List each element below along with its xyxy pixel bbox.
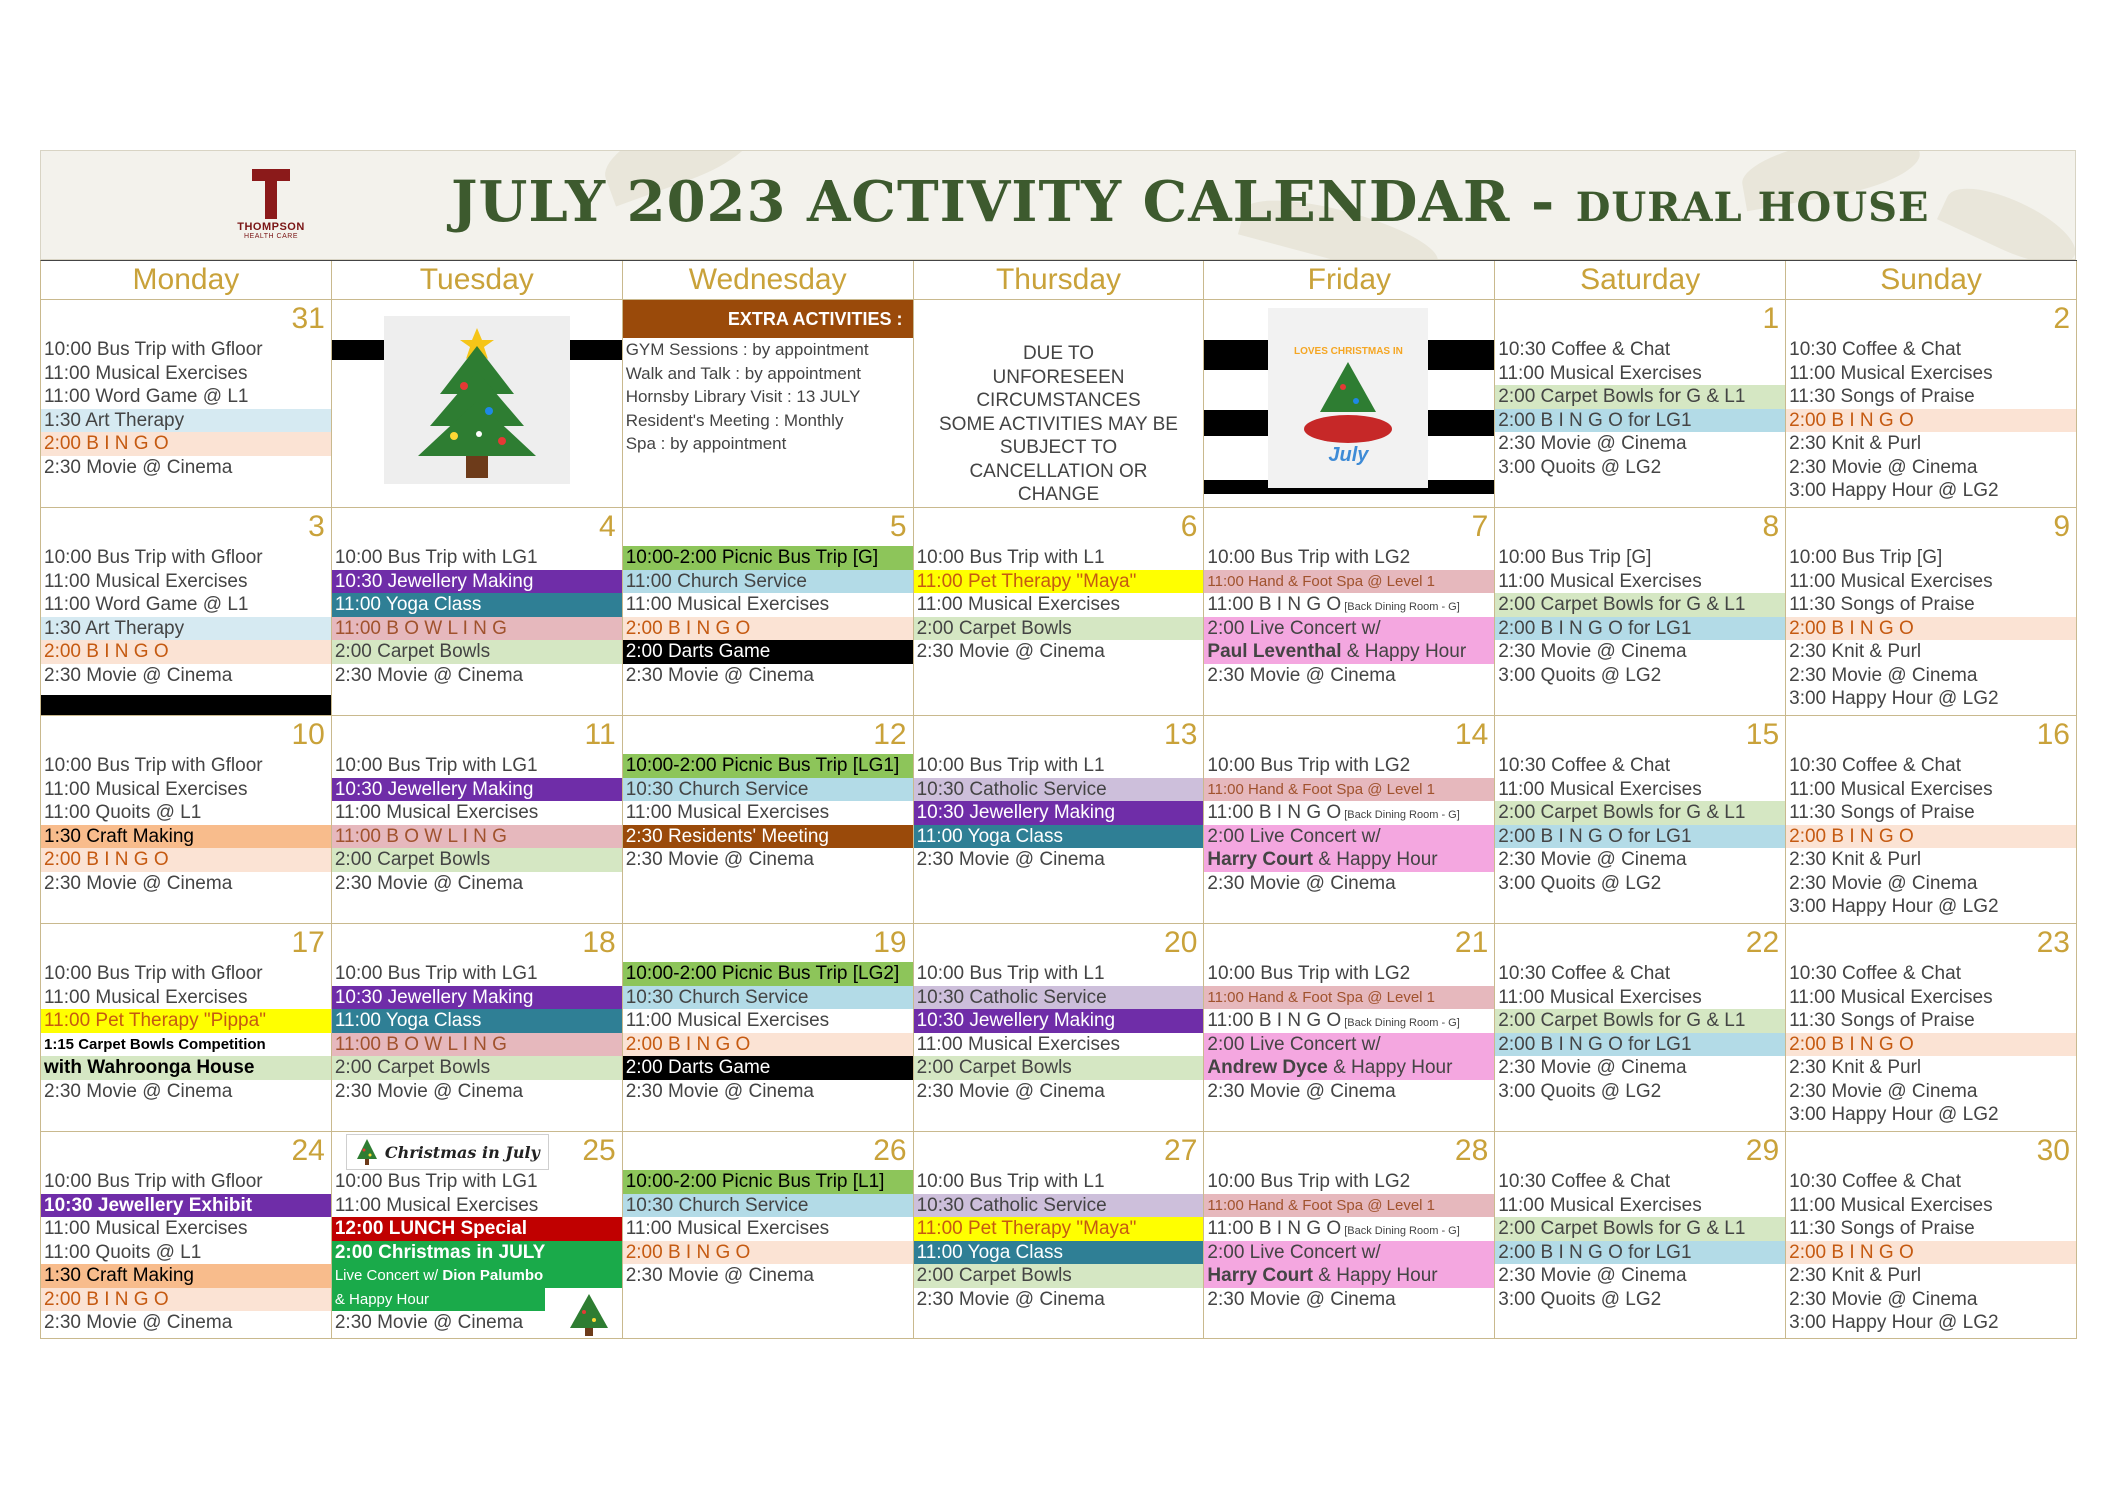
- logo-t-icon: [252, 169, 290, 219]
- title-main: JULY 2023 ACTIVITY CALENDAR: [451, 169, 1511, 235]
- event: 10:30 Catholic Service: [914, 986, 1204, 1010]
- day-number: 21: [1454, 926, 1489, 959]
- event: 11:00 Musical Exercises: [916, 594, 1121, 615]
- event: 2:00 B I N G O: [1786, 1033, 2076, 1057]
- event: 10:30 Jewellery Making: [914, 801, 1204, 825]
- event: 10:00-2:00 Picnic Bus Trip [LG1]: [623, 754, 913, 778]
- event: 11:00 B I N G O [Back Dining Room - G]: [1207, 1010, 1460, 1031]
- event: 10:30 Jewellery Making: [332, 986, 622, 1010]
- event: 2:30 Movie @ Cinema: [44, 664, 233, 686]
- day-cell: [1495, 1132, 1786, 1339]
- day-cell: [1495, 508, 1786, 716]
- extra-activity: GYM Sessions : by appointment: [625, 340, 869, 359]
- day-cell: [1204, 1132, 1495, 1339]
- event: 10:00 Bus Trip with LG1: [334, 963, 538, 984]
- event: 2:00 B I N G O: [623, 1033, 913, 1057]
- event: 2:00 Live Concert w/: [1204, 617, 1494, 641]
- event: 2:30 Knit & Purl: [1789, 1265, 1922, 1286]
- event: 10:30 Jewellery Making: [332, 570, 622, 594]
- day-cell: [914, 716, 1205, 924]
- day-cell: [623, 508, 914, 716]
- event: 2:00 Carpet Bowls for G & L1: [1495, 801, 1785, 825]
- event: 1:15 Carpet Bowls Competition: [44, 1035, 266, 1053]
- event: 11:00 Musical Exercises: [1789, 778, 1993, 800]
- day-cell: [623, 1132, 914, 1339]
- event: 10:00 Bus Trip with LG1: [334, 755, 538, 776]
- day-number: 15: [1745, 718, 1780, 751]
- event: 2:00 B I N G O for LG1: [1495, 1241, 1785, 1265]
- title-separator: -: [1510, 169, 1576, 235]
- event: 10:00 Bus Trip with Gfloor: [44, 339, 263, 360]
- event: 11:00 Church Service: [623, 570, 913, 594]
- event: 11:00 Musical Exercises: [625, 594, 830, 615]
- event: 10:00-2:00 Picnic Bus Trip [LG2]: [623, 962, 913, 986]
- event: 11:00 B I N G O [Back Dining Room - G]: [1207, 1218, 1460, 1239]
- day-number: 8: [1762, 510, 1780, 543]
- event: 10:00 Bus Trip with Gfloor: [44, 755, 263, 776]
- event: 2:00 Carpet Bowls: [332, 640, 622, 664]
- change-notice: DUE TO UNFORESEEN CIRCUMSTANCES SOME ACTIVITIES MAY BE SUBJECT TO CANCELLATION OR CHANGE: [939, 343, 1178, 505]
- extra-activity: Resident's Meeting : Monthly: [625, 410, 844, 430]
- activity-calendar: [40, 150, 2076, 1345]
- event: Paul Leventhal & Happy Hour: [1204, 640, 1494, 664]
- day-number: 9: [2053, 510, 2070, 543]
- event: 11:00 Yoga Class: [332, 1009, 622, 1033]
- day-cell: [332, 924, 623, 1132]
- event: 10:00 Bus Trip [G]: [1498, 547, 1652, 568]
- event: 12:00 LUNCH Special: [332, 1217, 622, 1241]
- event: 2:00 B I N G O: [1786, 617, 2076, 641]
- event: 2:30 Movie @ Cinema: [1207, 1288, 1396, 1310]
- event: 2:30 Knit & Purl: [1789, 849, 1922, 870]
- event: 2:00 Live Concert w/: [1204, 1033, 1494, 1057]
- christmas-in-july-label: Christmas in July: [346, 1134, 549, 1170]
- event: 2:00 Carpet Bowls for G & L1: [1495, 593, 1785, 617]
- day-number: 29: [1745, 1134, 1780, 1167]
- event: 11:00 Pet Therapy "Maya": [914, 570, 1204, 594]
- event: 11:00 B I N G O [Back Dining Room - G]: [1207, 594, 1460, 615]
- day-number: 26: [873, 1134, 907, 1167]
- event: 2:30 Movie @ Cinema: [1498, 1265, 1687, 1286]
- day-header-wednesday: Wednesday: [623, 261, 914, 300]
- day-cell: [1204, 508, 1495, 716]
- event: 11:00 Yoga Class: [914, 1241, 1204, 1265]
- day-number: 28: [1454, 1134, 1489, 1167]
- event: 11:00 Musical Exercises: [44, 1218, 248, 1239]
- day-cell: [41, 508, 332, 716]
- logo-subtitle: HEALTH CARE: [244, 233, 298, 240]
- badge-top-text: LOVES CHRISTMAS IN: [1293, 346, 1403, 357]
- day-number: 19: [873, 926, 907, 959]
- event: 11:00 Musical Exercises: [625, 1010, 830, 1031]
- event: 11:00 Hand & Foot Spa @ Level 1: [1204, 570, 1494, 594]
- event: 10:00 Bus Trip with LG1: [334, 1171, 538, 1192]
- thompson-logo: [221, 169, 321, 240]
- event: 2:00 Carpet Bowls: [914, 617, 1204, 641]
- page-title: [451, 169, 1929, 235]
- event: 3:00 Quoits @ LG2: [1498, 664, 1662, 686]
- day-cell: [1786, 924, 2077, 1132]
- event: 2:30 Movie @ Cinema: [334, 664, 524, 686]
- event: 10:00 Bus Trip with LG2: [1207, 1171, 1411, 1192]
- day-cell: [623, 924, 914, 1132]
- event: 2:30 Movie @ Cinema: [44, 456, 233, 478]
- event: 2:30 Movie @ Cinema: [625, 849, 814, 870]
- event: Harry Court & Happy Hour: [1204, 848, 1494, 872]
- day-number: 14: [1454, 718, 1489, 751]
- event: 2:00 B I N G O: [623, 617, 913, 641]
- day-number: 24: [291, 1134, 325, 1167]
- event: 11:00 Musical Exercises: [1789, 570, 1993, 592]
- leaf-decoration: [1937, 174, 2076, 260]
- event: 10:00-2:00 Picnic Bus Trip [G]: [623, 546, 913, 570]
- day-cell: [914, 924, 1205, 1132]
- day-cell: [1786, 1132, 2077, 1339]
- event: 11:00 Yoga Class: [332, 593, 622, 617]
- event: Andrew Dyce & Happy Hour: [1204, 1056, 1494, 1080]
- event: 2:00 B I N G O: [1786, 1241, 2076, 1265]
- day-cell: [332, 716, 623, 924]
- event: 1:30 Craft Making: [41, 825, 331, 849]
- event: 2:30 Movie @ Cinema: [916, 1288, 1105, 1310]
- event: 10:00 Bus Trip [G]: [1789, 547, 1943, 568]
- event: 2:00 Carpet Bowls for G & L1: [1495, 385, 1785, 409]
- event: 2:30 Movie @ Cinema: [1498, 641, 1687, 662]
- day-number: 16: [2036, 718, 2070, 751]
- event: 10:30 Coffee & Chat: [1789, 339, 1961, 360]
- day-number: 6: [1180, 510, 1198, 543]
- event: 2:30 Movie @ Cinema: [625, 1080, 814, 1102]
- event: 2:00 B I N G O: [1786, 409, 2076, 433]
- event: 2:30 Movie @ Cinema: [44, 1080, 233, 1102]
- event: 11:00 Musical Exercises: [44, 362, 248, 384]
- event: 11:00 Musical Exercises: [1498, 986, 1702, 1008]
- event: 11:00 Pet Therapy "Maya": [914, 1217, 1204, 1241]
- day-number: 20: [1164, 926, 1198, 959]
- event: 2:30 Movie @ Cinema: [1498, 849, 1687, 870]
- day-cell: [41, 716, 332, 924]
- christmas-tree-icon: [564, 1292, 614, 1338]
- day-number: 10: [291, 718, 325, 751]
- notice-cell: [914, 300, 1205, 508]
- day-number: 31: [291, 302, 325, 335]
- extra-activity: Walk and Talk : by appointment: [625, 363, 861, 383]
- event: 10:30 Coffee & Chat: [1789, 755, 1961, 776]
- event: 3:00 Happy Hour @ LG2: [1789, 1104, 1999, 1125]
- event: 2:00 B I N G O: [41, 640, 331, 664]
- event: 11:00 Musical Exercises: [44, 986, 248, 1008]
- event: 3:00 Happy Hour @ LG2: [1789, 480, 1999, 501]
- event: 11:00 Hand & Foot Spa @ Level 1: [1204, 1194, 1494, 1218]
- event: 10:00 Bus Trip with LG2: [1207, 547, 1411, 568]
- event: 2:00 B I N G O: [623, 1241, 913, 1265]
- event: 11:30 Songs of Praise: [1789, 594, 1975, 615]
- event: 2:00 B I N G O for LG1: [1495, 409, 1785, 433]
- day-cell: [914, 508, 1205, 716]
- day-header-friday: Friday: [1204, 261, 1495, 300]
- event: 2:30 Movie @ Cinema: [916, 1080, 1105, 1102]
- event: 11:00 Musical Exercises: [44, 778, 248, 800]
- day-header-sunday: Sunday: [1786, 261, 2077, 300]
- event: 3:00 Happy Hour @ LG2: [1789, 688, 1999, 709]
- event: 2:00 Carpet Bowls for G & L1: [1495, 1217, 1785, 1241]
- event: 10:00-2:00 Picnic Bus Trip [L1]: [623, 1170, 913, 1194]
- event: 1:30 Craft Making: [41, 1264, 331, 1288]
- event: 2:00 B I N G O: [1786, 825, 2076, 849]
- event: 2:30 Movie @ Cinema: [44, 1312, 233, 1333]
- event: 11:00 Quoits @ L1: [44, 1241, 202, 1263]
- event: 10:30 Jewellery Making: [914, 1009, 1204, 1033]
- event: 10:00 Bus Trip with Gfloor: [44, 963, 263, 984]
- event: 2:00 B I N G O: [41, 1288, 331, 1312]
- day-header-tuesday: Tuesday: [332, 261, 623, 300]
- event: 2:30 Knit & Purl: [1789, 641, 1922, 662]
- day-number: 2: [2053, 302, 2070, 335]
- event: 11:00 Musical Exercises: [334, 802, 539, 823]
- christmas-tree-icon: [384, 316, 570, 484]
- event: 11:00 Pet Therapy "Pippa": [41, 1009, 331, 1033]
- event: 11:00 Musical Exercises: [625, 1218, 830, 1239]
- event: 11:00 B O W L I N G: [332, 1033, 622, 1057]
- event: 11:30 Songs of Praise: [1789, 1010, 1975, 1031]
- event: 11:00 Yoga Class: [914, 825, 1204, 849]
- day-cell: [1786, 508, 2077, 716]
- day-number: 11: [584, 718, 616, 751]
- event: 11:00 Word Game @ L1: [44, 594, 249, 615]
- event: 2:30 Movie @ Cinema: [625, 1265, 814, 1286]
- event: 10:00 Bus Trip with LG2: [1207, 755, 1411, 776]
- day-cell: [914, 1132, 1205, 1339]
- event: 2:00 B I N G O for LG1: [1495, 1033, 1785, 1057]
- day-cell: [332, 1132, 623, 1339]
- event: 11:30 Songs of Praise: [1789, 386, 1975, 407]
- christmas-tree-cell: [332, 300, 623, 508]
- day-cell: [41, 1132, 332, 1339]
- event: 10:00 Bus Trip with LG1: [334, 547, 538, 568]
- event: 11:00 B I N G O [Back Dining Room - G]: [1207, 802, 1460, 823]
- event: 2:30 Movie @ Cinema: [1207, 872, 1396, 894]
- event: 1:30 Art Therapy: [41, 409, 331, 433]
- event: 2:30 Movie @ Cinema: [334, 1080, 524, 1102]
- event: 10:30 Catholic Service: [914, 1194, 1204, 1218]
- day-number: 7: [1471, 510, 1489, 543]
- extra-activity: Spa : by appointment: [625, 434, 787, 453]
- loves-christmas-badge: [1268, 308, 1428, 488]
- event: 2:30 Movie @ Cinema: [1789, 456, 1978, 478]
- event: 2:30 Movie @ Cinema: [1498, 433, 1687, 454]
- event: 10:30 Coffee & Chat: [1498, 1171, 1671, 1192]
- event: 11:30 Songs of Praise: [1789, 1218, 1975, 1239]
- event: 2:30 Movie @ Cinema: [1789, 1288, 1978, 1310]
- event: 2:00 B I N G O: [41, 848, 331, 872]
- event: 11:00 Word Game @ L1: [44, 386, 249, 407]
- event: 3:00 Quoits @ LG2: [1498, 1080, 1662, 1102]
- day-header-saturday: Saturday: [1495, 261, 1786, 300]
- day-header-thursday: Thursday: [914, 261, 1205, 300]
- event: 11:00 Musical Exercises: [1789, 362, 1993, 384]
- event: 11:00 Hand & Foot Spa @ Level 1: [1204, 778, 1494, 802]
- event: 2:00 Christmas in JULY: [332, 1241, 622, 1265]
- badge-bottom-text: July: [1328, 444, 1369, 466]
- calendar-header: [40, 150, 2076, 260]
- event: 11:30 Songs of Praise: [1789, 802, 1975, 823]
- event: 10:30 Coffee & Chat: [1789, 963, 1961, 984]
- day-number: 4: [599, 510, 616, 543]
- event: 2:00 B I N G O: [41, 432, 331, 456]
- event: 10:30 Church Service: [623, 1194, 913, 1218]
- day-number: 17: [291, 926, 325, 959]
- event: 10:30 Coffee & Chat: [1498, 755, 1671, 776]
- event: 10:00 Bus Trip with L1: [916, 963, 1105, 984]
- event: 2:30 Movie @ Cinema: [916, 849, 1105, 870]
- event: 11:00 Musical Exercises: [1498, 1194, 1702, 1216]
- event: 2:30 Movie @ Cinema: [1498, 1057, 1687, 1078]
- event: 2:00 Carpet Bowls for G & L1: [1495, 1009, 1785, 1033]
- event: 10:30 Coffee & Chat: [1498, 963, 1671, 984]
- day-cell: [1204, 716, 1495, 924]
- title-house: DURAL HOUSE: [1575, 184, 1930, 231]
- calendar-grid: [40, 260, 2077, 1339]
- event: 2:00 Darts Game: [623, 640, 913, 664]
- christmas-tree-icon: [355, 1138, 379, 1166]
- event: 11:00 Quoits @ L1: [44, 802, 202, 823]
- event: 10:00 Bus Trip with Gfloor: [44, 1171, 263, 1192]
- day-cell: [1495, 716, 1786, 924]
- event: 2:30 Movie @ Cinema: [44, 872, 233, 894]
- event: 2:30 Knit & Purl: [1789, 1057, 1922, 1078]
- event: 11:00 Musical Exercises: [1789, 986, 1993, 1008]
- day-cell: [41, 300, 332, 508]
- event: 10:30 Jewellery Exhibit: [41, 1194, 331, 1218]
- day-cell: [41, 924, 332, 1132]
- decorative-bar: [41, 695, 331, 715]
- event: 2:00 B I N G O for LG1: [1495, 617, 1785, 641]
- event: 2:00 Live Concert w/: [1204, 825, 1494, 849]
- event: 10:30 Jewellery Making: [332, 778, 622, 802]
- event: 10:00 Bus Trip with L1: [916, 755, 1105, 776]
- day-cell: [1204, 924, 1495, 1132]
- event: 2:00 B I N G O for LG1: [1495, 825, 1785, 849]
- event: 10:00 Bus Trip with L1: [916, 1171, 1105, 1192]
- day-number: 30: [2036, 1134, 2070, 1167]
- day-number: 23: [2036, 926, 2070, 959]
- event: 11:00 Musical Exercises: [1498, 362, 1702, 384]
- event: 11:00 Hand & Foot Spa @ Level 1: [1204, 986, 1494, 1010]
- christmas-tree-image: [384, 316, 570, 484]
- day-number: 1: [1762, 302, 1780, 335]
- event: 2:30 Movie @ Cinema: [1207, 1080, 1396, 1102]
- day-number: 13: [1164, 718, 1198, 751]
- day-cell: [1786, 300, 2077, 508]
- event: 10:30 Church Service: [623, 778, 913, 802]
- day-cell: [1786, 716, 2077, 924]
- event: 2:30 Movie @ Cinema: [916, 641, 1105, 662]
- event: 11:00 B O W L I N G: [332, 825, 622, 849]
- event: 11:00 Musical Exercises: [916, 1033, 1121, 1055]
- event: 2:30 Movie @ Cinema: [625, 664, 814, 686]
- event: 1:30 Art Therapy: [41, 617, 331, 641]
- event: 10:00 Bus Trip with LG2: [1207, 963, 1411, 984]
- extra-activities-cell: [623, 300, 914, 508]
- event: 3:00 Happy Hour @ LG2: [1789, 896, 1999, 917]
- event: 2:30 Movie @ Cinema: [334, 1312, 524, 1333]
- event: 3:00 Quoits @ LG2: [1498, 456, 1662, 478]
- event: 11:00 Musical Exercises: [1789, 1194, 1993, 1216]
- day-number: 25: [582, 1134, 616, 1167]
- event: 2:30 Movie @ Cinema: [1789, 1080, 1978, 1102]
- event: 2:00 Carpet Bowls: [914, 1264, 1204, 1288]
- day-cell: [623, 716, 914, 924]
- event: 2:00 Carpet Bowls: [914, 1056, 1204, 1080]
- event: 10:00 Bus Trip with Gfloor: [44, 547, 263, 568]
- logo-name: THOMPSON: [237, 221, 305, 233]
- day-cell: [332, 508, 623, 716]
- event: 2:00 Darts Game: [623, 1056, 913, 1080]
- event: & Happy Hour: [332, 1288, 545, 1312]
- event: 2:00 Carpet Bowls: [332, 848, 622, 872]
- event: 10:30 Coffee & Chat: [1789, 1171, 1961, 1192]
- event: 10:30 Coffee & Chat: [1498, 339, 1671, 360]
- event: 2:30 Knit & Purl: [1789, 433, 1922, 454]
- event: 10:30 Catholic Service: [914, 778, 1204, 802]
- day-number: 18: [582, 926, 616, 959]
- event: 10:00 Bus Trip with L1: [916, 547, 1105, 568]
- event: 3:00 Quoits @ LG2: [1498, 1288, 1662, 1310]
- day-number: 12: [873, 718, 907, 751]
- event: 2:30 Movie @ Cinema: [1789, 872, 1978, 894]
- day-number: 22: [1745, 926, 1780, 959]
- event: 10:30 Church Service: [623, 986, 913, 1010]
- event: 2:30 Movie @ Cinema: [1207, 664, 1396, 686]
- day-number: 27: [1164, 1134, 1198, 1167]
- event: Live Concert w/ Dion Palumbo: [332, 1264, 622, 1288]
- event: 2:00 Live Concert w/: [1204, 1241, 1494, 1265]
- event: 11:00 Musical Exercises: [1498, 778, 1702, 800]
- event: 11:00 Musical Exercises: [1498, 570, 1702, 592]
- extra-activity: Hornsby Library Visit : 13 JULY: [625, 387, 861, 406]
- day-number: 5: [889, 510, 907, 543]
- event: 11:00 Musical Exercises: [44, 570, 248, 592]
- event: Harry Court & Happy Hour: [1204, 1264, 1494, 1288]
- event: 11:00 B O W L I N G: [332, 617, 622, 641]
- event: 2:30 Movie @ Cinema: [1789, 664, 1978, 686]
- day-cell: [1495, 300, 1786, 508]
- event: 3:00 Happy Hour @ LG2: [1789, 1312, 1999, 1333]
- christmas-in-july-cell: [1204, 300, 1495, 508]
- event: with Wahroonga House: [41, 1056, 331, 1080]
- day-cell: [1495, 924, 1786, 1132]
- day-header-monday: Monday: [41, 261, 332, 300]
- extra-activities-heading: EXTRA ACTIVITIES :: [623, 300, 913, 338]
- day-number: 3: [308, 510, 325, 543]
- event: 3:00 Quoits @ LG2: [1498, 872, 1662, 894]
- christmas-tree-icon: [1268, 357, 1428, 457]
- event: 2:00 Carpet Bowls: [332, 1056, 622, 1080]
- event: 11:00 Musical Exercises: [625, 802, 830, 823]
- event: 11:00 Musical Exercises: [334, 1194, 539, 1216]
- event: 2:30 Movie @ Cinema: [334, 872, 524, 894]
- event: 2:30 Residents' Meeting: [623, 825, 913, 849]
